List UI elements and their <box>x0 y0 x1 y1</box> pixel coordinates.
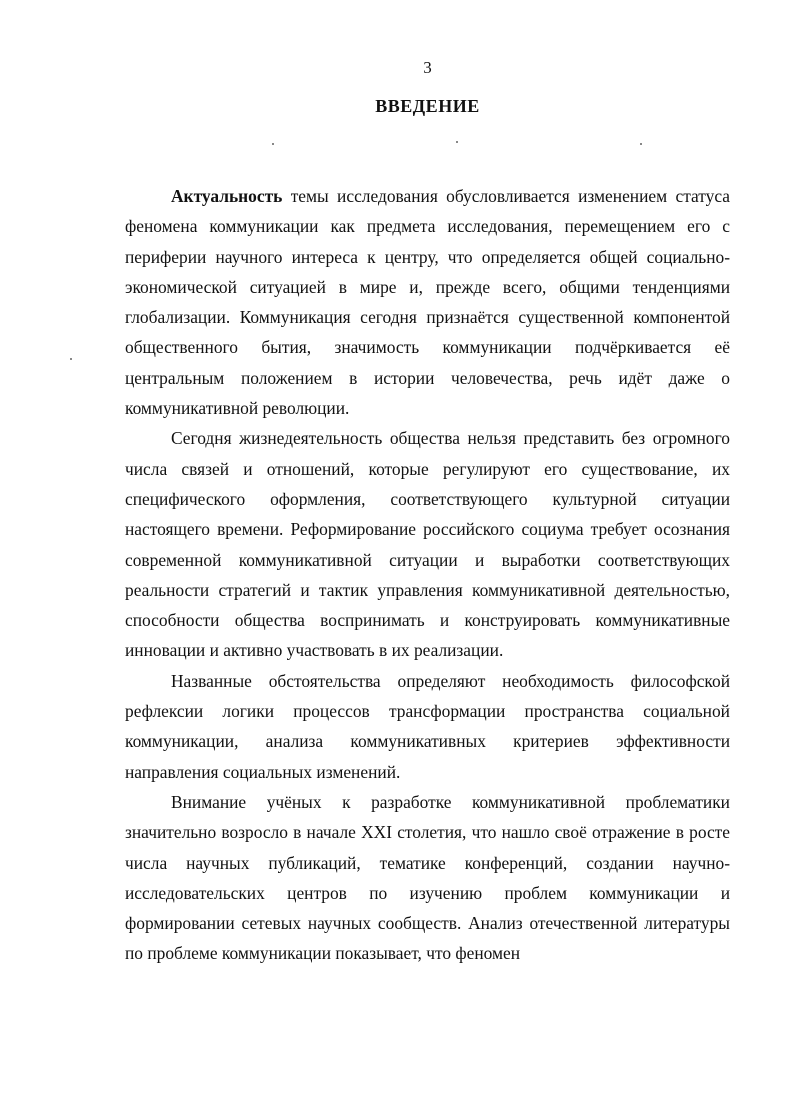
paragraph-lead-term: Актуальность <box>171 186 283 206</box>
paragraph: Сегодня жизнедеятельность общества нельзя представить без огромного числа связей и отношений, которые регулируют его существование, их специфического оформления, соответствующего культурной ситуации настоящего времени. Реформирование российского социума требует осознания современной коммуникативной ситуации и выработки соответствующих реальности стратегий и тактик управления коммуникативной деятельностью, способности общества воспринимать и конструировать коммуникативные инновации и активно участвовать в их реализации. <box>125 428 730 661</box>
scan-speck <box>456 141 458 143</box>
paragraph: Названные обстоятельства определяют необходимость философской рефлексии логики процессов трансформации пространства социальной коммуникации, анализа коммуникативных критериев эффективности направления социальных изменений. <box>125 670 730 782</box>
page-number: 3 <box>423 58 432 77</box>
page-title: ВВЕДЕНИЕ <box>375 96 480 116</box>
paragraph-relevance <box>125 181 730 423</box>
paragraph-text: темы исследования обусловливается изменением статуса феномена коммуникации как предмета исследования, перемещением его с периферии научного интереса к центру, что определяется общей социально-экономической ситуацией в мире и, прежде всего, общими тенденциями глобализации. Коммуникация сегодня признаётся существенной компонентой общественного бытия, значимость коммуникации подчёркивается её центральным положением в истории человечества, речь идёт даже о коммуникативной революции. <box>125 186 730 419</box>
scan-speck <box>272 143 274 145</box>
paragraph: Внимание учёных к разработке коммуникативной проблематики значительно возросло в начале XXI столетия, что нашло своё отражение в росте числа научных публикаций, тематике конференций, создании научно-исследовательских центров по изучению проблем коммуникации и формировании сетевых научных сообществ. Анализ отечественной литературы по проблеме коммуникации показывает, что феномен <box>125 791 730 964</box>
body-text <box>125 181 730 969</box>
scan-speck <box>70 358 72 360</box>
scan-speck <box>640 143 642 145</box>
